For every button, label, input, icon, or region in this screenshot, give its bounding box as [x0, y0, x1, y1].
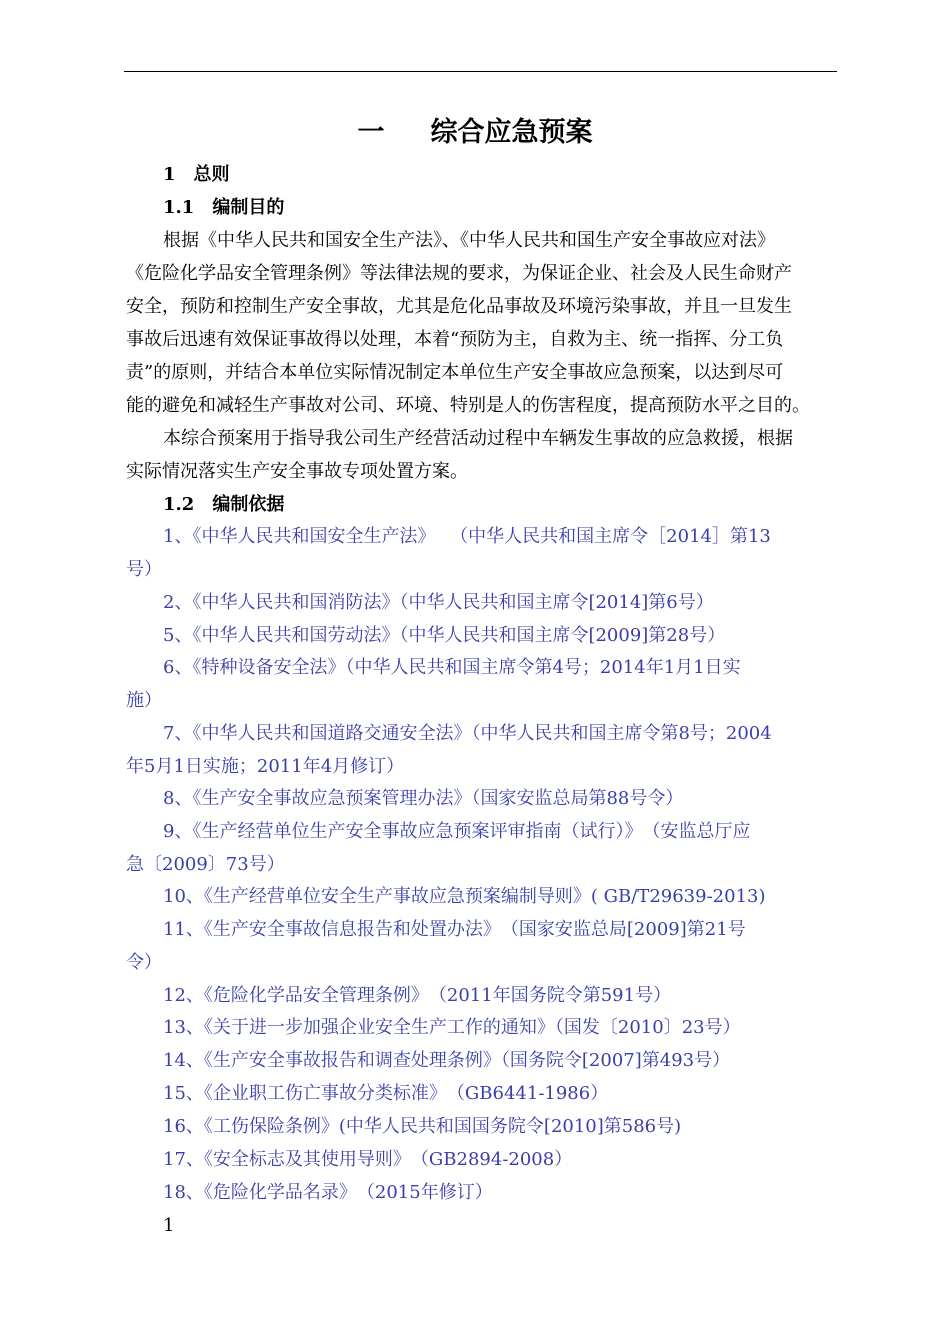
reference-item: 5、《中华人民共和国劳动法》（中华人民共和国主席令[2009]第28号） — [163, 625, 726, 646]
section-number: 1.1 — [163, 197, 195, 218]
section-heading-1 — [163, 164, 230, 186]
paragraph-line: 实际情况落实生产安全事故专项处置方案。 — [126, 461, 468, 482]
paragraph-line: 《危险化学品安全管理条例》等法律法规的要求，为保证企业、社会及人民生命财产 — [126, 263, 792, 284]
reference-item: 6、《特种设备安全法》（中华人民共和国主席令第4号；2014年1月1日实 — [163, 657, 741, 678]
paragraph-line: 本综合预案用于指导我公司生产经营活动过程中车辆发生事故的应急救援，根据 — [163, 428, 793, 449]
reference-item: 11、《生产安全事故信息报告和处置办法》 （国家安监总局[2009]第21号 — [163, 919, 746, 940]
reference-item: 7、《中华人民共和国道路交通安全法》（中华人民共和国主席令第8号；2004 — [163, 723, 772, 744]
section-heading-1-1 — [163, 197, 284, 219]
paragraph-line: 事故后迅速有效保证事故得以处理，本着“预防为主，自救为主、统一指挥、分工负 — [126, 329, 784, 350]
reference-item: 9、《生产经营单位生产安全事故应急预案评审指南（试行）》 （安监总厅应 — [163, 821, 751, 842]
section-title: 编制目的 — [212, 197, 285, 218]
reference-item: 17、《安全标志及其使用导则》 （GB2894-2008） — [163, 1149, 573, 1170]
paragraph-line: 能的避免和减轻生产事故对公司、环境、特别是人的伤害程度，提高预防水平之目的。 — [126, 395, 810, 416]
reference-item: 12、《危险化学品安全管理条例》 （2011年国务院令第591号） — [163, 985, 672, 1006]
reference-item: 13、《关于进一步加强企业安全生产工作的通知》（国发〔2010〕23号） — [163, 1017, 741, 1038]
reference-item: 8、《生产安全事故应急预案管理办法》（国家安监总局第88号令） — [163, 788, 684, 809]
reference-item-cont: 急〔2009〕73号） — [126, 854, 285, 875]
reference-item: 16、《工伤保险条例》(中华人民共和国国务院令[2010]第586号) — [163, 1116, 682, 1137]
header-rule — [124, 71, 837, 72]
section-number: 1.2 — [163, 494, 195, 515]
section-title: 总则 — [193, 164, 230, 185]
paragraph-line: 责”的原则，并结合本单位实际情况制定本单位生产安全事故应急预案，以达到尽可 — [126, 362, 784, 383]
reference-item: 1、《中华人民共和国安全生产法》 （中华人民共和国主席令［2014］第13 — [163, 526, 771, 547]
reference-item: 18、《危险化学品名录》 （2015年修订） — [163, 1182, 493, 1203]
section-heading-1-2 — [163, 494, 284, 516]
section-number: 1 — [163, 164, 176, 185]
reference-item: 15、《企业职工伤亡事故分类标准》 （GB6441-1986） — [163, 1083, 609, 1104]
title-number: 一 — [357, 117, 385, 148]
page-number: 1 — [163, 1215, 175, 1236]
reference-item: 14、《生产安全事故报告和调查处理条例》（国务院令[2007]第493号） — [163, 1050, 731, 1071]
reference-item: 2、《中华人民共和国消防法》（中华人民共和国主席令[2014]第6号） — [163, 592, 714, 613]
reference-item: 10、《生产经营单位安全生产事故应急预案编制导则》( GB/T29639-2013) — [163, 886, 766, 907]
paragraph-line: 安全，预防和控制生产安全事故，尤其是危化品事故及环境污染事故，并且一旦发生 — [126, 296, 792, 317]
reference-item-cont: 号） — [126, 559, 162, 580]
reference-item-cont: 年5月1日实施；2011年4月修订） — [126, 756, 405, 777]
page-title — [0, 117, 950, 149]
title-text: 综合应急预案 — [430, 117, 593, 148]
reference-item-cont: 令） — [126, 952, 162, 973]
paragraph-line: 根据《中华人民共和国安全生产法》、《中华人民共和国生产安全事故应对法》 — [163, 230, 775, 251]
section-title: 编制依据 — [212, 494, 285, 515]
reference-item-cont: 施） — [126, 690, 162, 711]
